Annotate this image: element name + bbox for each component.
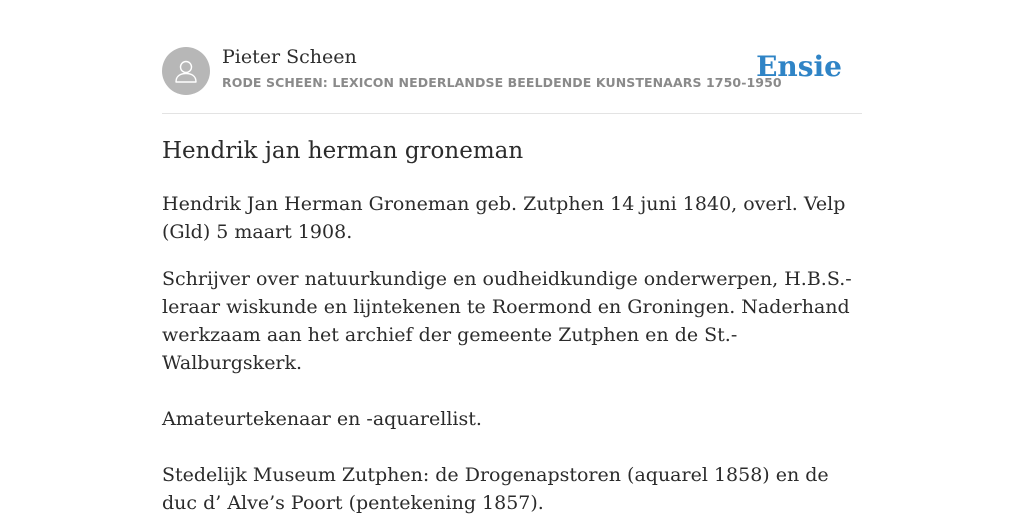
article-title: Hendrik jan herman groneman [162, 138, 524, 164]
article-paragraph: Hendrik Jan Herman Groneman geb. Zutphen 14 juni 1840, overl. Velp (Gld) 5 maart 1908. [162, 193, 846, 243]
article-page [162, 0, 862, 514]
article-header [162, 0, 862, 114]
author-name[interactable]: Pieter Scheen [222, 46, 357, 68]
article-body [162, 190, 862, 517]
user-icon [173, 57, 199, 85]
article-paragraph: Stedelijk Museum Zutphen: de Drogenapstoren (aquarel 1858) en de duc d’ Alve’s Poort (pentekening 1857). [162, 464, 829, 514]
article-paragraph: Amateurtekenaar en -aquarellist. [162, 408, 482, 430]
source-label[interactable]: RODE SCHEEN: LEXICON NEDERLANDSE BEELDENDE KUNSTENAARS 1750-1950 [222, 75, 782, 90]
avatar[interactable] [162, 47, 210, 95]
brand-logo[interactable]: Ensie [756, 50, 842, 83]
article-paragraph: Schrijver over natuurkundige en oudheidkundige onderwerpen, H.B.S.-leraar wiskunde en lijntekenen te Roermond en Groningen. Naderhand werkzaam aan het archief der gemeente Zutphen en de St.-Walburgskerk. [162, 268, 852, 374]
